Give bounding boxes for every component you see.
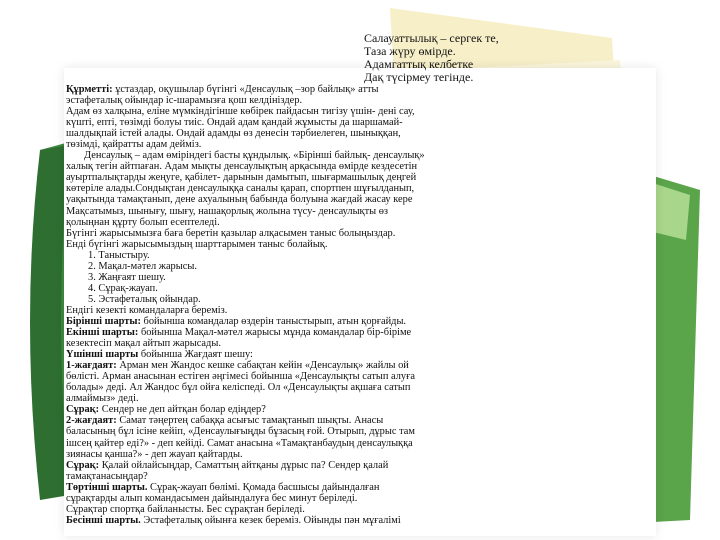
line-text: бөлісті. Арман анасынан естіген әңгімесі бойынша «Денсаулықты сатып алуға: [66, 371, 415, 383]
bold-lead: Үшінші шарты: [66, 349, 139, 361]
line-text: Сендер не деп айтқан болар едіңдер?: [99, 404, 266, 416]
poem-epigraph: [364, 32, 664, 84]
text-line: [66, 482, 646, 493]
line-text: 5. Эстафеталық ойындар.: [88, 293, 201, 305]
list-item: [66, 261, 646, 272]
text-line: [66, 161, 646, 172]
text-line: [66, 327, 646, 338]
bold-lead: Құрметті:: [66, 84, 113, 95]
line-text: 1. Таныстыру.: [88, 249, 150, 261]
text-line: [66, 128, 646, 139]
text-line: [66, 515, 646, 526]
text-line: [66, 183, 646, 194]
document-body: [66, 84, 646, 526]
line-text: 3. Жаңғаят шешу.: [88, 271, 166, 283]
line-text: сұрақтарды алып командасымен дайындалуға бес минут беріледі.: [66, 492, 358, 504]
text-line: [66, 95, 646, 106]
list-item: [66, 272, 646, 283]
poem-line: Салауаттылық – сергек те,: [364, 31, 499, 45]
bold-lead: Сұрақ:: [66, 404, 100, 416]
line-text: кезектесіп мақал айтып жарысады.: [66, 338, 221, 350]
line-text: Сұрақ-жауап бөлімі. Қомада басшысы дайындалған: [147, 481, 380, 493]
bold-lead: 1-жағдаят:: [66, 360, 117, 372]
text-line: [66, 449, 646, 460]
line-text: зиянасы қанша?» - деп жауап қайтарды.: [66, 448, 243, 460]
bold-lead: Бесінші шарты.: [66, 514, 141, 526]
text-line: [66, 471, 646, 482]
line-text: эстафеталық ойындар іс-шарамызға қош келдініздер.: [66, 95, 303, 107]
text-line: [66, 404, 646, 415]
poem-line: Адамгаттық келбетке: [364, 57, 474, 71]
text-line: [66, 206, 646, 217]
bold-lead: Төртінші шарты.: [66, 481, 148, 493]
line-text: Мақсатымыз, шынығу, шығу, нашақорлық жолына түсу- денсаулықты өз: [66, 205, 389, 217]
line-text: төзімді, қайратты адам дейміз.: [66, 139, 202, 151]
text-line: [66, 338, 646, 349]
bold-lead: Екінші шарты:: [66, 327, 139, 339]
line-text: Енді бүгінгі жарысымыздың шарттарымен таныс болайық.: [66, 238, 328, 250]
poem-line: Таза жүру өмірде.: [364, 44, 456, 58]
list-item: [66, 283, 646, 294]
text-line: [66, 371, 646, 382]
text-line: [66, 172, 646, 183]
line-text: Бүгінгі жарысымызға баға беретін қазылар алқасымен таныс болыңыздар.: [66, 227, 396, 239]
poem-line: Дақ түсірмеу тегінде.: [364, 70, 474, 84]
list-item: [66, 294, 646, 305]
bold-lead: 2-жағдаят:: [66, 415, 117, 427]
line-text: күшті, епті, төзімді болуы тиіс. Ондай адам қандай жұмысты да шаршамай-: [66, 117, 403, 129]
list-item: [66, 250, 646, 261]
line-text: бойынша Мақал-мәтел жарысы мұнда командалар бір-біріме: [138, 327, 412, 339]
text-line: [66, 150, 646, 161]
line-text: көтеріле алады.Сондықтан денсаулыққа саналы қарап, спортпен шұғылданып,: [66, 183, 415, 195]
line-text: алмаймыз» деді.: [66, 393, 139, 405]
line-text: бойынша командалар өздерін таныстырып, атын қорғайды.: [140, 315, 407, 327]
text-line: [66, 194, 646, 205]
text-line: [66, 438, 646, 449]
text-line: [66, 493, 646, 504]
text-line: [66, 393, 646, 404]
line-text: 2. Мақал-мәтел жарысы.: [88, 260, 197, 272]
text-line: [66, 117, 646, 128]
text-line: [66, 460, 646, 471]
line-text: Сұрақтар спортқа байланысты. Бес сұрақтан беріледі.: [66, 503, 305, 515]
line-text: уақытында тамақтанып, дене ахуалының бабында болуына жағдай жасау кере: [66, 194, 413, 206]
line-text: қолыңнан құрту болып есептеледі.: [66, 216, 220, 228]
line-text: Денсаулық – адам өміріндегі басты құндылық. «Бірінші байлық- денсаулық»: [84, 150, 425, 162]
text-line: [66, 360, 646, 371]
line-text: бойынша Жағдаят шешу:: [138, 349, 253, 361]
line-text: Самат тәңертең сабаққа асығыс тамақтанып шықты. Анасы: [116, 415, 384, 427]
text-line: [66, 139, 646, 150]
text-line: [66, 415, 646, 426]
bold-lead: Сұрақ:: [66, 459, 100, 471]
line-text: Қалай ойлайсыңдар, Саматтың айтқаны дұрыс па? Сендер қалай: [99, 459, 389, 471]
line-text: Эстафеталық ойынға кезек береміз. Ойынды пән мұғалімі: [140, 514, 401, 526]
line-text: Ендігі кезекті командаларға береміз.: [66, 304, 228, 316]
text-line: [66, 426, 646, 437]
text-line: [66, 84, 646, 95]
text-line: [66, 228, 646, 239]
line-text: болады» деді. Ал Жандос бұл ойға келіспеді. Ол «Денсаулықты ақшаға сатып: [66, 382, 411, 394]
line-text: ішсең қайтер еді?» - деп кейіді. Самат анасына «Тамақтанбаудың денсаулыққа: [66, 437, 413, 449]
line-text: тамақтанасыңдар?: [66, 470, 148, 482]
text-line: [66, 217, 646, 228]
line-text: 4. Сұрақ-жауап.: [88, 282, 158, 294]
text-line: [66, 239, 646, 250]
line-text: халық тегін айтпаған. Адам мықты денсаулықтың арқасында өмірде кездесетін: [66, 161, 418, 173]
text-line: [66, 382, 646, 393]
text-line: [66, 504, 646, 515]
line-text: ауыртпалықтарды жеңуге, қабілет- дарынын дамытып, шығармашылық деңгей: [66, 172, 417, 184]
bold-lead: Бірінші шарты:: [66, 315, 141, 327]
text-line: [66, 305, 646, 316]
line-text: шалдықпай істей алады. Ондай адамды өз денесін тәрбиелеген, шыныққан,: [66, 128, 401, 140]
text-line: [66, 316, 646, 327]
line-text: ұстаздар, оқушылар бүгінгі «Денсаулық –зор байлық» атты: [112, 84, 379, 95]
line-text: Арман мен Жандос кешке сабақтан кейін «Денсаулық» жайлы ой: [116, 360, 409, 372]
text-line: [66, 106, 646, 117]
line-text: Адам өз халқына, еліне мүмкіндігінше көбірек пайдасын тигізу үшін- дені сау,: [66, 106, 415, 118]
line-text: баласының бұл ісіне кейіп, «Денсаулығыңды бұзасың ғой. Отырып, дұрыс там: [66, 426, 415, 438]
text-line: [66, 349, 646, 360]
